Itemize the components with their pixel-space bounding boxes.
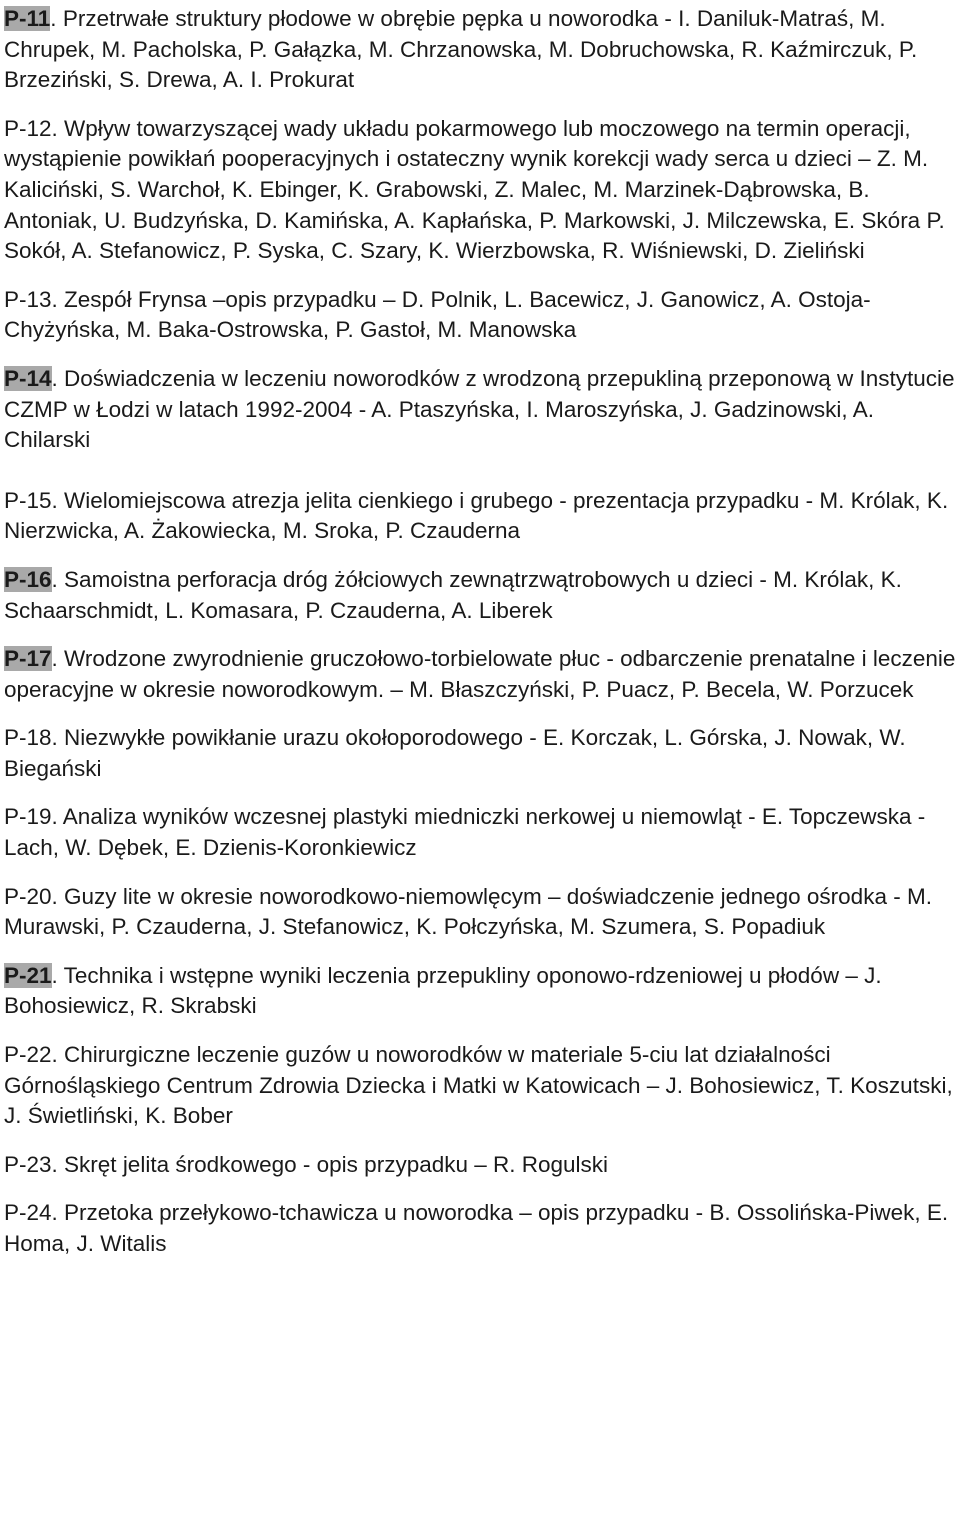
entry-code: P-12 [4, 115, 52, 141]
entry-p-21: P-21. Technika i wstępne wyniki leczenia przepukliny oponowo-rdzeniowej u płodów – J. Bohosiewicz, R. Skrabski [4, 962, 882, 1019]
entry-p-23: P-23. Skręt jelita środkowego - opis przypadku – R. Rogulski [4, 1151, 609, 1177]
entry-code: P-17 [4, 646, 52, 672]
entry-code: P-18 [4, 725, 52, 751]
entry-p-20: P-20. Guzy lite w okresie noworodkowo-niemowlęcym – doświadczenie jednego ośrodka - M. Murawski, P. Czauderna, J. Stefanowicz, K. Połczyńska, M. Szumera, S. Popadiuk [4, 883, 932, 940]
entry-code: P-22 [4, 1042, 52, 1068]
entry-title: Doświadczenia w leczeniu noworodków z wrodzoną przepukliną przeponową w Instytucie CZMP w Łodzi w latach 1992-2004 - A. Ptaszyńska, I. Maroszyńska, J. Gadzinowski, A. Chilarski [4, 365, 955, 453]
entry-code: P-20 [4, 883, 52, 909]
entry-title: Przetoka przełykowo-tchawicza u noworodka – opis przypadku - B. Ossolińska-Piwek, E. Homa, J. Witalis [4, 1200, 949, 1256]
entry-code: P-21 [4, 962, 52, 988]
entry-p-12: P-12. Wpływ towarzyszącej wady układu pokarmowego lub moczowego na termin operacji, wystąpienie powikłań pooperacyjnych i ostateczny wynik korekcji wady serca u dzieci – Z. M. Kaliciński, S. Warchoł, K. Ebinger, K. Grabowski, Z. Malec, M. Marzinek-Dąbrowska, B. Antoniak, U. Budzyńska, D. Kamińska, A. Kapłańska, P. Markowski, J. Milczewska, E. Skóra P. Sokół, A. Stefanowicz, P. Syska, C. Szary, K. Wierzbowska, R. Wiśniewski, D. Zieliński [4, 115, 945, 264]
entry-code: P-13 [4, 286, 52, 312]
entry-code: P-16 [4, 566, 52, 592]
entry-title: Wrodzone zwyrodnienie gruczołowo-torbielowate płuc - odbarczenie prenatalne i leczenie operacyjne w okresie noworodkowym. – M. Błaszczyński, P. Puacz, P. Becela, W. Porzucek [4, 646, 956, 702]
entry-title: Analiza wyników wczesnej plastyki miedniczki nerkowej u niemowląt - E. Topczewska -Lach, W. Dębek, E. Dzienis-Koronkiewicz [4, 804, 926, 861]
entry-code: P-24 [4, 1200, 52, 1226]
entry-title: Wielomiejscowa atrezja jelita cienkiego i grubego - prezentacja przypadku - M. Królak, K. Nierzwicka, A. Żakowiecka, M. Sroka, P. Czauderna [4, 487, 949, 544]
entry-code: P-23 [4, 1151, 52, 1177]
entry-title: Chirurgiczne leczenie guzów u noworodków w materiale 5-ciu lat działalności Górnośląskiego Centrum Zdrowia Dziecka i Matki w Katowicach – J. Bohosiewicz, T. Koszutski, J. Świetliński, K. Bober [4, 1042, 953, 1129]
entry-p-14: P-14. Doświadczenia w leczeniu noworodków z wrodzoną przepukliną przeponową w Instytucie CZMP w Łodzi w latach 1992-2004 - A. Ptaszyńska, I. Maroszyńska, J. Gadzinowski, A. Chilarski [4, 365, 955, 453]
entry-code: P-14 [4, 365, 52, 391]
entry-p-16: P-16. Samoistna perforacja dróg żółciowych zewnątrzwątrobowych u dzieci - M. Królak, K. Schaarschmidt, L. Komasara, P. Czauderna, A. Liberek [4, 566, 902, 623]
entry-p-24: P-24. Przetoka przełykowo-tchawicza u noworodka – opis przypadku - B. Ossolińska-Piwek, E. Homa, J. Witalis [4, 1200, 949, 1256]
entry-p-22: P-22. Chirurgiczne leczenie guzów u noworodków w materiale 5-ciu lat działalności Górnośląskiego Centrum Zdrowia Dziecka i Matki w Katowicach – J. Bohosiewicz, T. Koszutski, J. Świetliński, K. Bober [4, 1042, 953, 1129]
entry-title: Niezwykłe powikłanie urazu okołoporodowego - E. Korczak, L. Górska, J. Nowak, W. Biegański [4, 725, 906, 781]
entry-p-11: P-11. Przetrwałe struktury płodowe w obrębie pępka u noworodka - I. Daniluk-Matraś, M. Chrupek, M. Pacholska, P. Gałązka, M. Chrzanowska, M. Dobruchowska, R. Kaźmirczuk, P. Brzeziński, S. Drewa, A. I. Prokurat [4, 6, 918, 93]
entry-p-13: P-13. Zespół Frynsa –opis przypadku – D. Polnik, L. Bacewicz, J. Ganowicz, A. Ostoja-Chyżyńska, M. Baka-Ostrowska, P. Gastoł, M. Manowska [4, 286, 871, 343]
entry-title: Skręt jelita środkowego - opis przypadku – R. Rogulski [64, 1151, 609, 1177]
entry-title: Technika i wstępne wyniki leczenia przepukliny oponowo-rdzeniowej u płodów – J. Bohosiewicz, R. Skrabski [4, 962, 882, 1019]
entry-code: P-15 [4, 487, 52, 513]
entry-p-17: P-17. Wrodzone zwyrodnienie gruczołowo-torbielowate płuc - odbarczenie prenatalne i leczenie operacyjne w okresie noworodkowym. – M. Błaszczyński, P. Puacz, P. Becela, W. Porzucek [4, 646, 956, 702]
entry-p-19: P-19. Analiza wyników wczesnej plastyki miedniczki nerkowej u niemowląt - E. Topczewska -Lach, W. Dębek, E. Dzienis-Koronkiewicz [4, 804, 926, 861]
entry-title: Zespół Frynsa –opis przypadku – D. Polnik, L. Bacewicz, J. Ganowicz, A. Ostoja-Chyżyńska, M. Baka-Ostrowska, P. Gastoł, M. Manowska [4, 286, 871, 343]
entry-p-15: P-15. Wielomiejscowa atrezja jelita cienkiego i grubego - prezentacja przypadku - M. Królak, K. Nierzwicka, A. Żakowiecka, M. Sroka, P. Czauderna [4, 487, 949, 544]
entry-title: Wpływ towarzyszącej wady układu pokarmowego lub moczowego na termin operacji, wystąpienie powikłań pooperacyjnych i ostateczny wynik korekcji wady serca u dzieci – Z. M. Kaliciński, S. Warchoł, K. Ebinger, K. Grabowski, Z. Malec, M. Marzinek-Dąbrowska, B. Antoniak, U. Budzyńska, D. Kamińska, A. Kapłańska, P. Markowski, J. Milczewska, E. Skóra P. Sokół, A. Stefanowicz, P. Syska, C. Szary, K. Wierzbowska, R. Wiśniewski, D. Zieliński [4, 115, 945, 264]
entry-title: Przetrwałe struktury płodowe w obrębie pępka u noworodka - I. Daniluk-Matraś, M. Chrupek, M. Pacholska, P. Gałązka, M. Chrzanowska, M. Dobruchowska, R. Kaźmirczuk, P. Brzeziński, S. Drewa, A. I. Prokurat [4, 6, 918, 93]
entry-p-18: P-18. Niezwykłe powikłanie urazu okołoporodowego - E. Korczak, L. Górska, J. Nowak, W. Biegański [4, 725, 906, 781]
entry-code: P-11 [4, 6, 51, 31]
entry-title: Guzy lite w okresie noworodkowo-niemowlęcym – doświadczenie jednego ośrodka - M. Murawski, P. Czauderna, J. Stefanowicz, K. Połczyńska, M. Szumera, S. Popadiuk [4, 883, 932, 940]
entry-code: P-19 [4, 804, 52, 830]
entry-title: Samoistna perforacja dróg żółciowych zewnątrzwątrobowych u dzieci - M. Królak, K. Schaarschmidt, L. Komasara, P. Czauderna, A. Liberek [4, 566, 902, 623]
